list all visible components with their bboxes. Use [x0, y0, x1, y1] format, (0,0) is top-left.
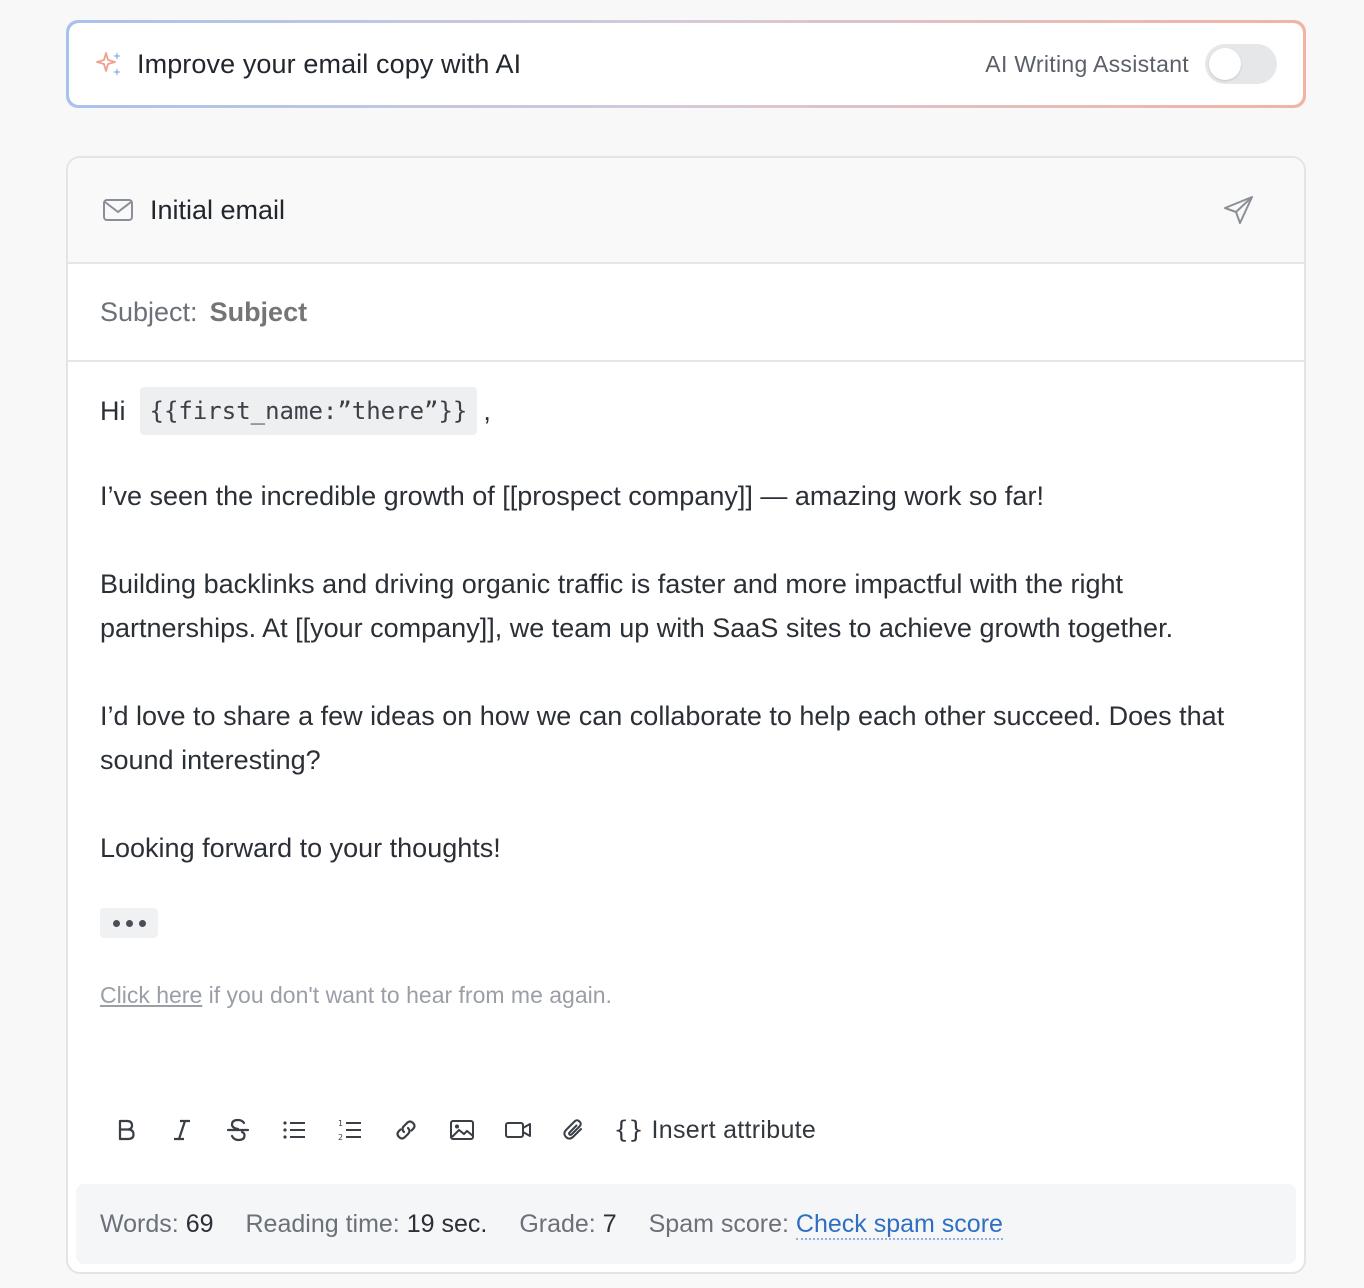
- unsubscribe-text: if you don't want to hear from me again.: [202, 982, 612, 1008]
- dot: [126, 920, 133, 927]
- ai-banner-inner: [69, 23, 1303, 105]
- send-test-email-icon[interactable]: [1222, 193, 1256, 227]
- link-icon: [392, 1116, 420, 1144]
- greeting-suffix: ,: [483, 396, 491, 426]
- word-count: Words: 69: [100, 1209, 214, 1238]
- ai-banner-title: Improve your email copy with AI: [137, 48, 522, 79]
- sparkle-icon: [95, 49, 125, 79]
- toggle-knob: [1209, 48, 1241, 80]
- unsubscribe-link[interactable]: Click here: [100, 982, 203, 1008]
- email-card-header: [68, 158, 1304, 264]
- subject-input[interactable]: [210, 297, 1110, 328]
- bullet-list-button[interactable]: [266, 1108, 322, 1152]
- braces-icon: {}: [614, 1116, 644, 1144]
- email-body-editor[interactable]: [68, 362, 1304, 1010]
- image-button[interactable]: [434, 1108, 490, 1152]
- subject-row: [68, 264, 1304, 362]
- formatting-toolbar: [98, 1108, 816, 1152]
- insert-attribute-button[interactable]: [614, 1116, 816, 1145]
- numbered-list-icon: [336, 1116, 364, 1144]
- video-button[interactable]: [490, 1108, 546, 1152]
- grade-value: 7: [602, 1209, 617, 1238]
- mail-icon: [102, 197, 134, 223]
- show-trimmed-content-button[interactable]: [100, 908, 158, 938]
- attachment-icon: [560, 1116, 588, 1144]
- bold-icon: [112, 1116, 140, 1144]
- subject-label: Subject:: [100, 296, 198, 327]
- numbered-list-button[interactable]: [322, 1108, 378, 1152]
- video-icon: [504, 1116, 532, 1144]
- svg-text:2: 2: [338, 1133, 344, 1142]
- email-editor-card: [66, 156, 1306, 1274]
- check-spam-score-link[interactable]: Check spam score: [795, 1209, 1003, 1238]
- ai-banner: [66, 20, 1306, 108]
- body-paragraph: Looking forward to your thoughts!: [100, 833, 501, 863]
- word-count-value: 69: [185, 1209, 214, 1238]
- ai-writing-assistant-label: AI Writing Assistant: [985, 50, 1189, 77]
- body-paragraph: I’d love to share a few ideas on how we can collaborate to help each other succeed. Does that sound interesting?: [100, 701, 1225, 775]
- dot: [113, 920, 120, 927]
- strikethrough-icon: [224, 1116, 252, 1144]
- reading-time: Reading time: 19 sec.: [245, 1209, 488, 1238]
- link-button[interactable]: [378, 1108, 434, 1152]
- spam-score: Spam score: Check spam score: [648, 1209, 1003, 1238]
- email-stats-bar: [76, 1184, 1296, 1264]
- italic-button[interactable]: [154, 1108, 210, 1152]
- body-paragraph: I’ve seen the incredible growth of [[prospect company]] — amazing work so far!: [100, 481, 1044, 511]
- svg-text:1: 1: [338, 1119, 344, 1128]
- italic-icon: [168, 1116, 196, 1144]
- grade: Grade: 7: [519, 1209, 617, 1238]
- insert-attribute-label: Insert attribute: [651, 1115, 817, 1144]
- body-paragraph: Building backlinks and driving organic traffic is faster and more impactful with the right partnerships. At [[your company]], we team up with SaaS sites to achieve growth together.: [100, 569, 1174, 643]
- unsubscribe-footer: [100, 980, 1272, 1010]
- strikethrough-button[interactable]: [210, 1108, 266, 1152]
- ai-writing-assistant-toggle[interactable]: [1205, 44, 1277, 84]
- greeting-line: [100, 384, 1272, 438]
- dot: [139, 920, 146, 927]
- bullet-list-icon: [280, 1116, 308, 1144]
- email-step-title: Initial email: [150, 194, 286, 225]
- image-icon: [448, 1116, 476, 1144]
- greeting-prefix: Hi: [100, 396, 126, 426]
- attachment-button[interactable]: [546, 1108, 602, 1152]
- first-name-variable-chip[interactable]: {{first_name:”there”}}: [140, 387, 478, 435]
- reading-time-value: 19 sec.: [406, 1209, 488, 1238]
- bold-button[interactable]: [98, 1108, 154, 1152]
